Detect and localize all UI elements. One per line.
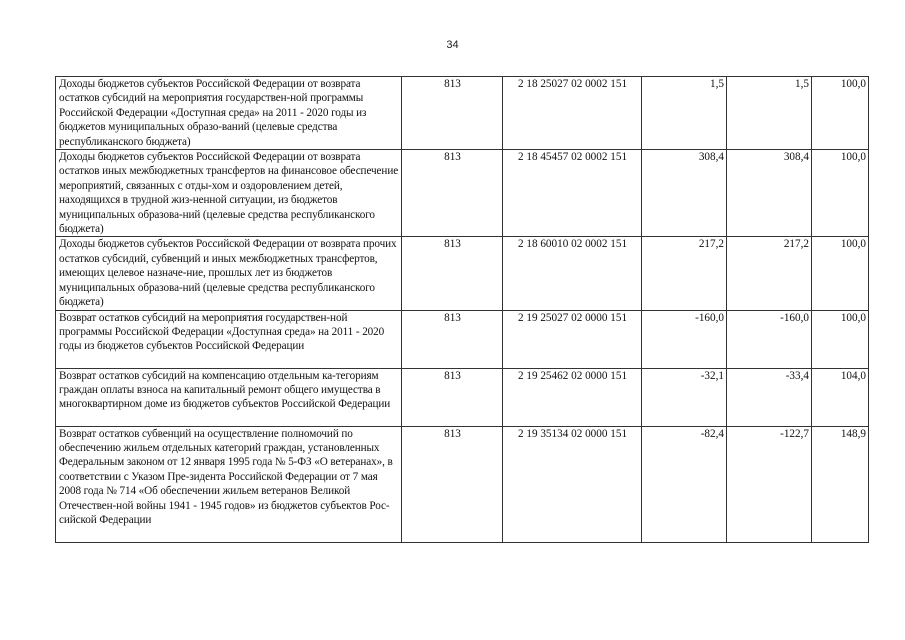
table-row <box>56 150 869 237</box>
budget-code-cell: 2 18 25027 02 0002 151 <box>503 77 642 150</box>
admin-code-cell: 813 <box>402 310 503 368</box>
executed-amount-cell: 217,2 <box>727 237 812 310</box>
budget-income-table <box>55 76 869 543</box>
execution-percent-cell: 100,0 <box>812 237 869 310</box>
income-name-cell: Возврат остатков субвенций на осуществление полномочий по обеспечению жильем отдельных категорий граждан, установленных Федеральным законом от 12 января 1995 года № 5-ФЗ «О ветеранах», в соответствии с Указом Пре-зидента Российской Федерации от 7 мая 2008 года № 714 «Об обеспечении жильем ветеранов Великой Отечествен-ной войны 1941 - 1945 годов» из бюджетов субъектов Рос-сийской Федерации <box>56 426 402 542</box>
executed-amount-cell: -160,0 <box>727 310 812 368</box>
budget-code-cell: 2 18 60010 02 0002 151 <box>503 237 642 310</box>
execution-percent-cell: 100,0 <box>812 77 869 150</box>
planned-amount-cell: -32,1 <box>642 368 727 426</box>
income-name-cell: Возврат остатков субсидий на мероприятия государствен-ной программы Российской Федерации «Доступная среда» на 2011 - 2020 годы из бюджетов субъектов Российской Федерации <box>56 310 402 368</box>
planned-amount-cell: -82,4 <box>642 426 727 542</box>
table-row <box>56 77 869 150</box>
admin-code-cell: 813 <box>402 77 503 150</box>
budget-code-cell: 2 19 25462 02 0000 151 <box>503 368 642 426</box>
execution-percent-cell: 100,0 <box>812 310 869 368</box>
table-row <box>56 426 869 542</box>
admin-code-cell: 813 <box>402 426 503 542</box>
income-name-cell: Возврат остатков субсидий на компенсацию отдельным ка-тегориям граждан оплаты взноса на капитальный ремонт общего имущества в многоквартирном доме из бюджетов субъектов Российской Федерации <box>56 368 402 426</box>
planned-amount-cell: 217,2 <box>642 237 727 310</box>
execution-percent-cell: 148,9 <box>812 426 869 542</box>
table-row <box>56 237 869 310</box>
executed-amount-cell: -33,4 <box>727 368 812 426</box>
executed-amount-cell: 1,5 <box>727 77 812 150</box>
admin-code-cell: 813 <box>402 150 503 237</box>
table-row <box>56 368 869 426</box>
planned-amount-cell: 1,5 <box>642 77 727 150</box>
admin-code-cell: 813 <box>402 368 503 426</box>
budget-code-cell: 2 19 25027 02 0000 151 <box>503 310 642 368</box>
income-name-cell: Доходы бюджетов субъектов Российской Федерации от возврата остатков субсидий на мероприятия государствен-ной программы Российской Федерации «Доступная среда» на 2011 - 2020 годы из бюджетов муниципальных образо-ваний (целевые средства республиканского бюджета) <box>56 77 402 150</box>
budget-code-cell: 2 19 35134 02 0000 151 <box>503 426 642 542</box>
execution-percent-cell: 100,0 <box>812 150 869 237</box>
executed-amount-cell: -122,7 <box>727 426 812 542</box>
planned-amount-cell: -160,0 <box>642 310 727 368</box>
executed-amount-cell: 308,4 <box>727 150 812 237</box>
admin-code-cell: 813 <box>402 237 503 310</box>
page-number: 34 <box>446 39 459 51</box>
income-name-cell: Доходы бюджетов субъектов Российской Федерации от возврата прочих остатков субсидий, субвенций и иных межбюджетных трансфертов, имеющих целевое назначе-ние, прошлых лет из бюджетов муниципальных образова-ний (целевые средства республиканского бюджета) <box>56 237 402 310</box>
planned-amount-cell: 308,4 <box>642 150 727 237</box>
income-name-cell: Доходы бюджетов субъектов Российской Федерации от возврата остатков иных межбюджетных трансфертов на финансовое обеспечение мероприятий, связанных с отды-хом и оздоровлением детей, находящихся в трудной жиз-ненной ситуации, из бюджетов муниципальных образова-ний (целевые средства республиканского бюджета) <box>56 150 402 237</box>
budget-code-cell: 2 18 45457 02 0002 151 <box>503 150 642 237</box>
table-row <box>56 310 869 368</box>
execution-percent-cell: 104,0 <box>812 368 869 426</box>
